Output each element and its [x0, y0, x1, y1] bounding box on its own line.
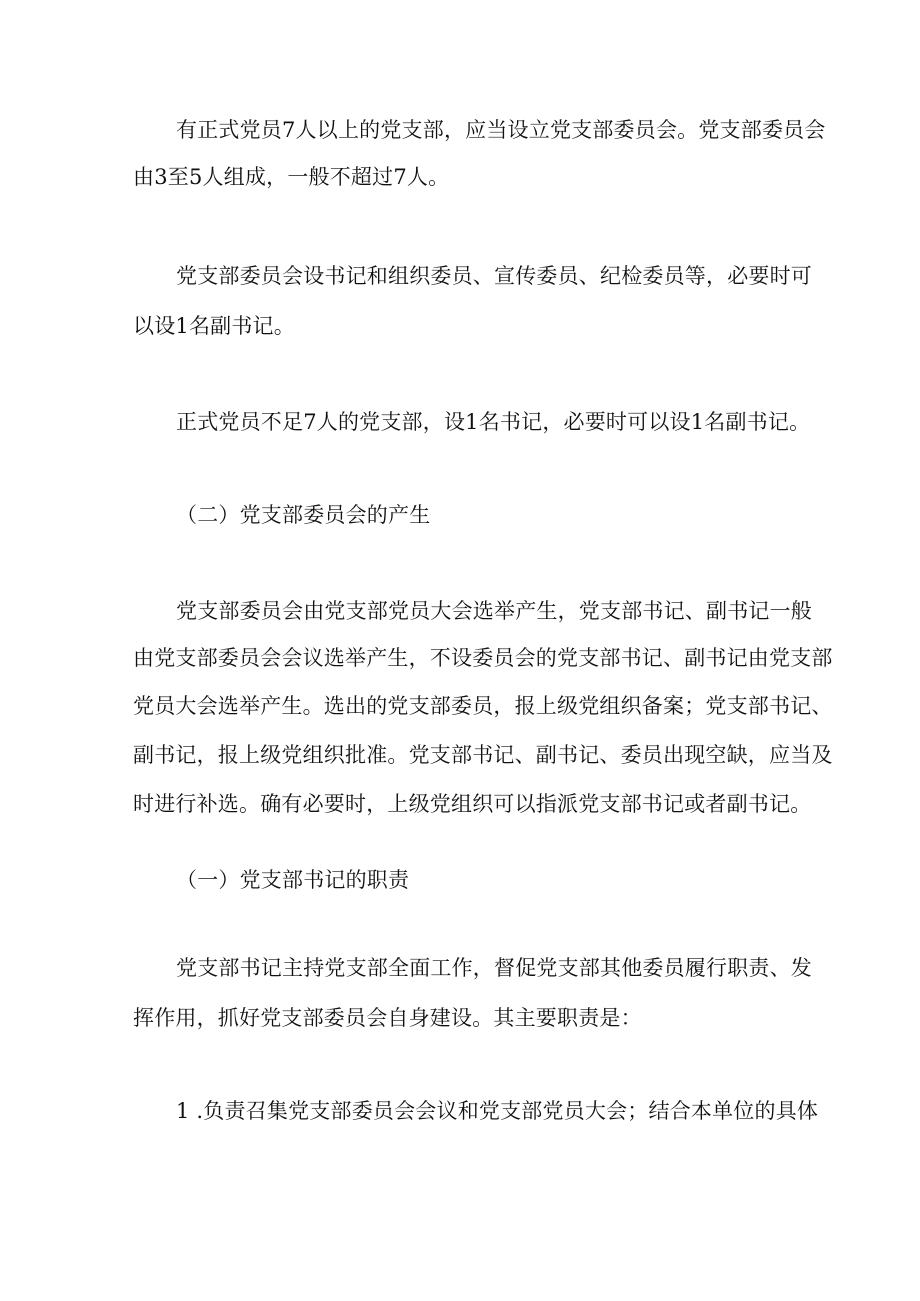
section-heading-1: （一）党支部书记的职责	[176, 868, 410, 892]
list-item-1-line-1: 1 .负责召集党支部委员会会议和党支部党员大会；结合本单位的具体	[176, 1099, 819, 1123]
paragraph-5-line-2: 由党支部委员会会议选举产生，不设委员会的党支部书记、副书记由党支部	[133, 646, 833, 670]
paragraph-5-line-4: 副书记，报上级党组织批准。党支部书记、副书记、委员出现空缺，应当及	[133, 743, 833, 767]
paragraph-1-line-2: 由3至5人组成，一般不超过7人。	[133, 165, 450, 189]
paragraph-7-line-2: 挥作用，抓好党支部委员会自身建设。其主要职责是：	[133, 1006, 642, 1030]
paragraph-2-line-2: 以设1名副书记。	[133, 314, 295, 338]
paragraph-7-line-1: 党支部书记主持党支部全面工作，督促党支部其他委员履行职责、发	[176, 956, 812, 980]
paragraph-2-line-1: 党支部委员会设书记和组织委员、宣传委员、纪检委员等，必要时可	[176, 264, 812, 288]
paragraph-5-line-3: 党员大会选举产生。选出的党支部委员，报上级党组织备案；党支部书记、	[133, 694, 833, 718]
paragraph-5-line-1: 党支部委员会由党支部党员大会选举产生，党支部书记、副书记一般	[176, 599, 812, 623]
paragraph-5-line-5: 时进行补选。确有必要时，上级党组织可以指派党支部书记或者副书记。	[133, 792, 812, 816]
section-heading-2: （二）党支部委员会的产生	[176, 503, 431, 527]
paragraph-3-line-1: 正式党员不足7人的党支部，设1名书记，必要时可以设1名副书记。	[176, 410, 811, 434]
paragraph-1-line-1: 有正式党员7人以上的党支部，应当设立党支部委员会。党支部委员会	[176, 118, 826, 142]
